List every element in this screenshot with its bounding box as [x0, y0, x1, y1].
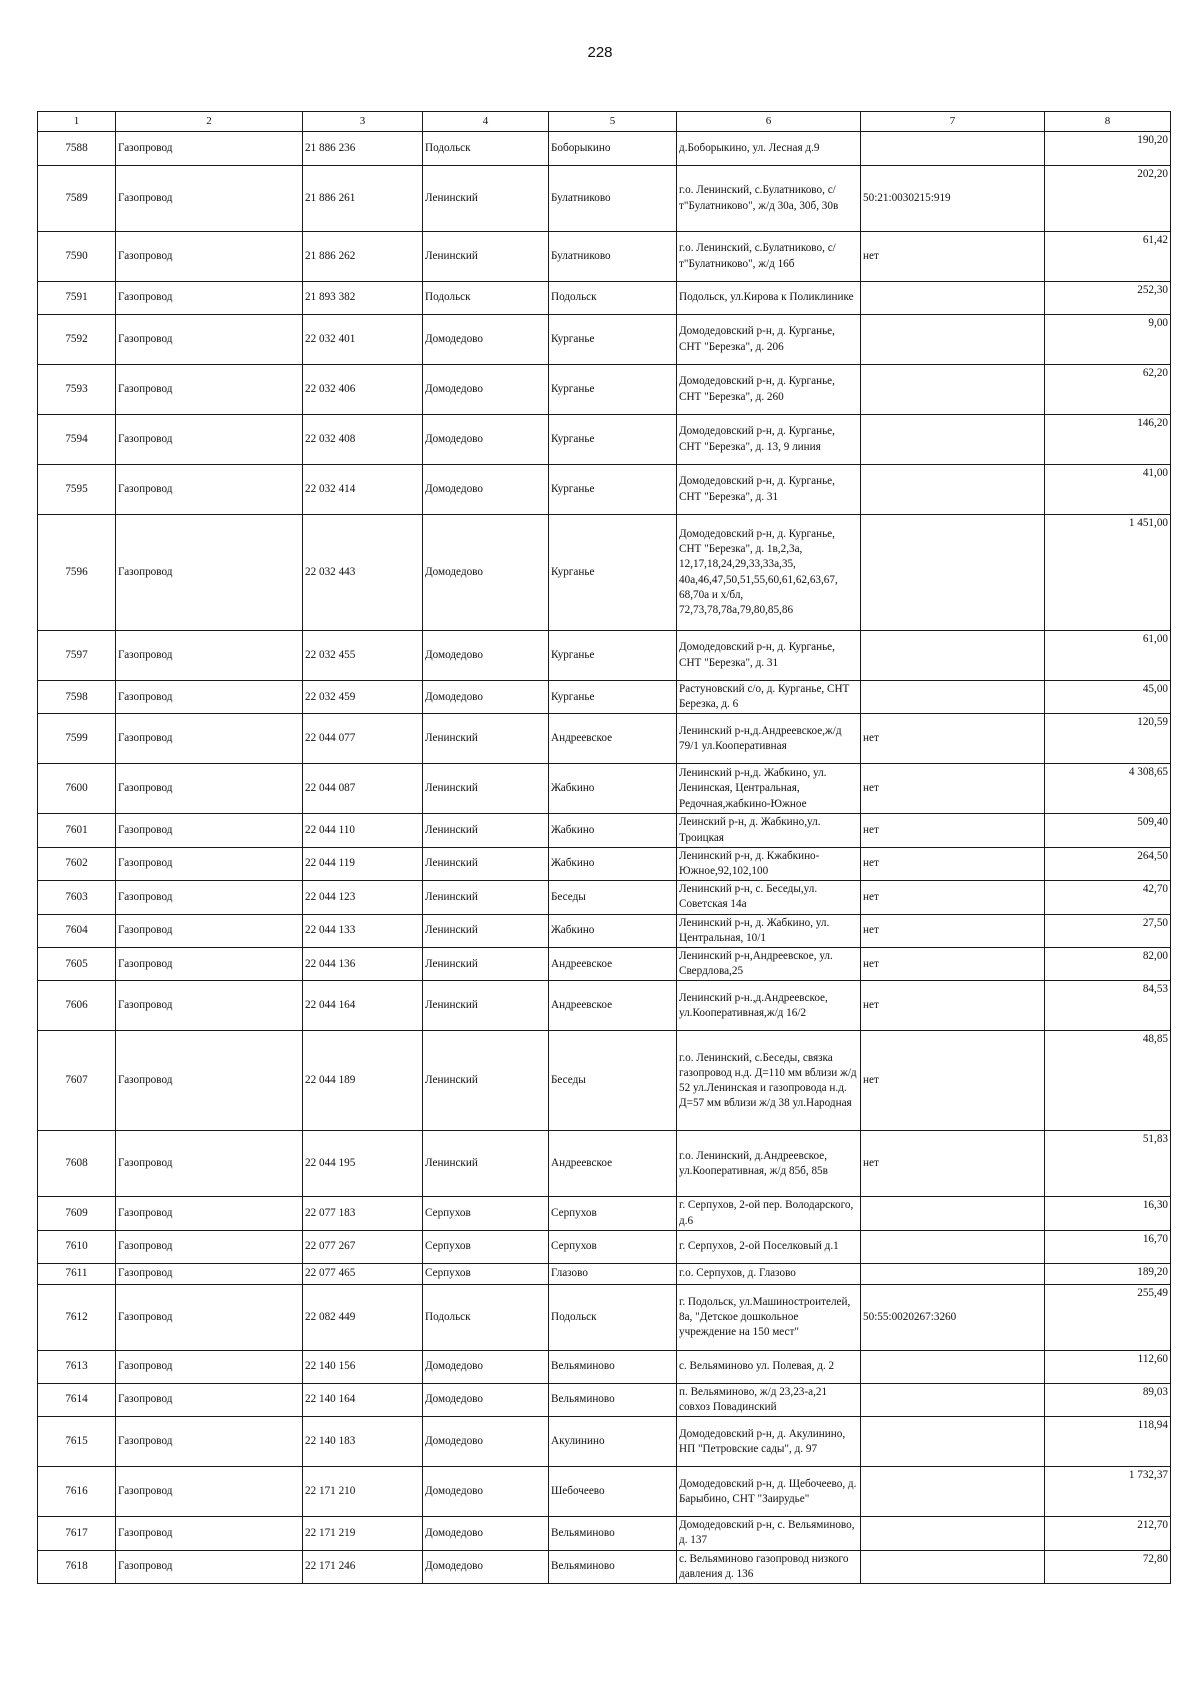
length-cell: 62,20: [1045, 365, 1171, 415]
length-cell: 51,83: [1045, 1131, 1171, 1197]
district-cell: Домодедово: [423, 365, 549, 415]
district-cell: Ленинский: [423, 881, 549, 914]
locality-cell: Боборыкино: [549, 132, 677, 166]
cadastral-number-cell: [861, 1197, 1045, 1230]
object-id-cell: 22 171 210: [303, 1467, 423, 1517]
object-id-cell: 22 044 164: [303, 981, 423, 1031]
cadastral-number-cell: нет: [861, 948, 1045, 981]
object-type-cell: Газопровод: [116, 415, 303, 465]
length-cell: 118,94: [1045, 1417, 1171, 1467]
district-cell: Ленинский: [423, 948, 549, 981]
cadastral-number-cell: [861, 465, 1045, 515]
address-cell: Домодедовский р-н, д. Курганье, СНТ "Березка", д. 31: [677, 465, 861, 515]
district-cell: Домодедово: [423, 1467, 549, 1517]
row-number-cell: 7595: [38, 465, 116, 515]
district-cell: Домодедово: [423, 631, 549, 681]
table-body: [38, 132, 1171, 1584]
object-type-cell: Газопровод: [116, 365, 303, 415]
cadastral-number-cell: нет: [861, 1031, 1045, 1131]
length-cell: 16,70: [1045, 1230, 1171, 1263]
address-cell: Ленинский р-н.,д.Андреевское, ул.Кооперативная,ж/д 16/2: [677, 981, 861, 1031]
object-id-cell: 22 077 267: [303, 1230, 423, 1263]
row-number-cell: 7589: [38, 166, 116, 232]
address-cell: г.о. Серпухов, д. Глазово: [677, 1263, 861, 1284]
object-id-cell: 22 140 156: [303, 1350, 423, 1383]
cadastral-number-cell: нет: [861, 714, 1045, 764]
locality-cell: Вельяминово: [549, 1383, 677, 1416]
object-type-cell: Газопровод: [116, 1031, 303, 1131]
locality-cell: Глазово: [549, 1263, 677, 1284]
object-id-cell: 22 032 443: [303, 515, 423, 631]
object-id-cell: 22 032 408: [303, 415, 423, 465]
district-cell: Домодедово: [423, 465, 549, 515]
object-id-cell: 22 044 195: [303, 1131, 423, 1197]
district-cell: Ленинский: [423, 1031, 549, 1131]
object-type-cell: Газопровод: [116, 881, 303, 914]
address-cell: Домодедовский р-н, д. Курганье, СНТ "Березка", д. 31: [677, 631, 861, 681]
locality-cell: Курганье: [549, 315, 677, 365]
table-row: [38, 681, 1171, 714]
row-number-cell: 7599: [38, 714, 116, 764]
table-row: [38, 465, 1171, 515]
table-row: [38, 365, 1171, 415]
object-id-cell: 22 044 133: [303, 914, 423, 947]
locality-cell: Вельяминово: [549, 1517, 677, 1550]
address-cell: п. Вельяминово, ж/д 23,23-а,21 совхоз Повадинский: [677, 1383, 861, 1416]
object-id-cell: 22 032 406: [303, 365, 423, 415]
cadastral-number-cell: нет: [861, 814, 1045, 847]
address-cell: г. Подольск, ул.Машиностроителей, 8а, "Детское дошкольное учреждение на 150 мест": [677, 1284, 861, 1350]
object-type-cell: Газопровод: [116, 631, 303, 681]
district-cell: Домодедово: [423, 415, 549, 465]
cadastral-number-cell: [861, 515, 1045, 631]
cadastral-number-cell: [861, 1350, 1045, 1383]
object-id-cell: 22 044 189: [303, 1031, 423, 1131]
object-type-cell: Газопровод: [116, 1517, 303, 1550]
object-type-cell: Газопровод: [116, 681, 303, 714]
address-cell: Ленинский р-н, с. Беседы,ул. Советская 14а: [677, 881, 861, 914]
cadastral-number-cell: [861, 315, 1045, 365]
table-row: [38, 914, 1171, 947]
row-number-cell: 7617: [38, 1517, 116, 1550]
object-id-cell: 22 044 087: [303, 764, 423, 814]
length-cell: 82,00: [1045, 948, 1171, 981]
district-cell: Домодедово: [423, 1550, 549, 1583]
address-cell: г. Серпухов, 2-ой пер. Володарского, д.6: [677, 1197, 861, 1230]
row-number-cell: 7605: [38, 948, 116, 981]
cadastral-number-cell: [861, 631, 1045, 681]
length-cell: 89,03: [1045, 1383, 1171, 1416]
length-cell: 84,53: [1045, 981, 1171, 1031]
table-row: [38, 132, 1171, 166]
row-number-cell: 7598: [38, 681, 116, 714]
object-id-cell: 22 171 246: [303, 1550, 423, 1583]
locality-cell: Андреевское: [549, 948, 677, 981]
object-id-cell: 22 044 123: [303, 881, 423, 914]
address-cell: г.о. Ленинский, с.Булатниково, с/т"Булатниково", ж/д 30а, 30б, 30в: [677, 166, 861, 232]
district-cell: Подольск: [423, 282, 549, 315]
cadastral-number-cell: [861, 365, 1045, 415]
length-cell: 16,30: [1045, 1197, 1171, 1230]
district-cell: Подольск: [423, 1284, 549, 1350]
header-cell-8: 8: [1045, 112, 1171, 132]
object-id-cell: 21 886 261: [303, 166, 423, 232]
row-number-cell: 7618: [38, 1550, 116, 1583]
locality-cell: Андреевское: [549, 1131, 677, 1197]
table-row: [38, 232, 1171, 282]
object-id-cell: 22 032 459: [303, 681, 423, 714]
locality-cell: Курганье: [549, 415, 677, 465]
length-cell: 1 732,37: [1045, 1467, 1171, 1517]
object-id-cell: 21 886 262: [303, 232, 423, 282]
object-type-cell: Газопровод: [116, 1467, 303, 1517]
row-number-cell: 7600: [38, 764, 116, 814]
row-number-cell: 7614: [38, 1383, 116, 1416]
district-cell: Домодедово: [423, 1417, 549, 1467]
locality-cell: Жабкино: [549, 814, 677, 847]
object-type-cell: Газопровод: [116, 981, 303, 1031]
district-cell: Ленинский: [423, 914, 549, 947]
object-id-cell: 22 032 401: [303, 315, 423, 365]
table-row: [38, 282, 1171, 315]
length-cell: 255,49: [1045, 1284, 1171, 1350]
cadastral-number-cell: [861, 1550, 1045, 1583]
object-type-cell: Газопровод: [116, 166, 303, 232]
object-id-cell: 22 044 110: [303, 814, 423, 847]
object-type-cell: Газопровод: [116, 232, 303, 282]
cadastral-number-cell: 50:55:0020267:3260: [861, 1284, 1045, 1350]
table-row: [38, 1467, 1171, 1517]
row-number-cell: 7610: [38, 1230, 116, 1263]
object-type-cell: Газопровод: [116, 1284, 303, 1350]
address-cell: Домодедовский р-н, д. Акулинино, НП "Петровские сады", д. 97: [677, 1417, 861, 1467]
district-cell: Ленинский: [423, 764, 549, 814]
table-row: [38, 981, 1171, 1031]
district-cell: Ленинский: [423, 814, 549, 847]
row-number-cell: 7593: [38, 365, 116, 415]
district-cell: Домодедово: [423, 1350, 549, 1383]
length-cell: 252,30: [1045, 282, 1171, 315]
row-number-cell: 7590: [38, 232, 116, 282]
length-cell: 1 451,00: [1045, 515, 1171, 631]
table-row: [38, 714, 1171, 764]
row-number-cell: 7594: [38, 415, 116, 465]
table-row: [38, 1417, 1171, 1467]
row-number-cell: 7607: [38, 1031, 116, 1131]
cadastral-number-cell: 50:21:0030215:919: [861, 166, 1045, 232]
table-row: [38, 1131, 1171, 1197]
length-cell: 112,60: [1045, 1350, 1171, 1383]
header-cell-1: 1: [38, 112, 116, 132]
cadastral-number-cell: [861, 282, 1045, 315]
address-cell: Растуновский с/о, д. Курганье, СНТ Березка, д. 6: [677, 681, 861, 714]
row-number-cell: 7597: [38, 631, 116, 681]
row-number-cell: 7588: [38, 132, 116, 166]
address-cell: Ленинский р-н,д. Жабкино, ул. Ленинская, Центральная, Редочная,жабкино-Южное: [677, 764, 861, 814]
cadastral-number-cell: [861, 415, 1045, 465]
length-cell: 61,00: [1045, 631, 1171, 681]
object-type-cell: Газопровод: [116, 1550, 303, 1583]
address-cell: Ленинский р-н, д. Кжабкино-Южное,92,102,100: [677, 847, 861, 880]
table-row: [38, 1350, 1171, 1383]
header-cell-6: 6: [677, 112, 861, 132]
object-id-cell: 21 893 382: [303, 282, 423, 315]
address-cell: Домодедовский р-н, д. Курганье, СНТ "Березка", д. 260: [677, 365, 861, 415]
table-row: [38, 1263, 1171, 1284]
row-number-cell: 7603: [38, 881, 116, 914]
length-cell: 264,50: [1045, 847, 1171, 880]
object-type-cell: Газопровод: [116, 1197, 303, 1230]
row-number-cell: 7609: [38, 1197, 116, 1230]
length-cell: 48,85: [1045, 1031, 1171, 1131]
district-cell: Домодедово: [423, 1517, 549, 1550]
object-id-cell: 22 044 077: [303, 714, 423, 764]
table-row: [38, 631, 1171, 681]
cadastral-number-cell: нет: [861, 914, 1045, 947]
locality-cell: Серпухов: [549, 1197, 677, 1230]
locality-cell: Жабкино: [549, 847, 677, 880]
length-cell: 4 308,65: [1045, 764, 1171, 814]
locality-cell: Андреевское: [549, 714, 677, 764]
row-number-cell: 7615: [38, 1417, 116, 1467]
locality-cell: Курганье: [549, 631, 677, 681]
address-cell: д.Боборыкино, ул. Лесная д.9: [677, 132, 861, 166]
locality-cell: Курганье: [549, 681, 677, 714]
length-cell: 41,00: [1045, 465, 1171, 515]
row-number-cell: 7596: [38, 515, 116, 631]
table-row: [38, 1197, 1171, 1230]
address-cell: Ленинский р-н,Андреевское, ул. Свердлова,25: [677, 948, 861, 981]
locality-cell: Шебочеево: [549, 1467, 677, 1517]
object-type-cell: Газопровод: [116, 847, 303, 880]
district-cell: Ленинский: [423, 1131, 549, 1197]
object-id-cell: 22 044 119: [303, 847, 423, 880]
locality-cell: Беседы: [549, 881, 677, 914]
address-cell: г.о. Ленинский, с.Беседы, связка газопровод н.д. Д=110 мм вблизи ж/д 52 ул.Ленинская и газопровода н.д. Д=57 мм вблизи ж/д 38 ул.Народная: [677, 1031, 861, 1131]
length-cell: 45,00: [1045, 681, 1171, 714]
length-cell: 27,50: [1045, 914, 1171, 947]
locality-cell: Вельяминово: [549, 1550, 677, 1583]
length-cell: 72,80: [1045, 1550, 1171, 1583]
row-number-cell: 7591: [38, 282, 116, 315]
header-cell-7: 7: [861, 112, 1045, 132]
table-row: [38, 1517, 1171, 1550]
cadastral-number-cell: нет: [861, 847, 1045, 880]
registry-table: [37, 111, 1171, 1584]
length-cell: 509,40: [1045, 814, 1171, 847]
length-cell: 9,00: [1045, 315, 1171, 365]
locality-cell: Жабкино: [549, 764, 677, 814]
locality-cell: Подольск: [549, 282, 677, 315]
header-cell-3: 3: [303, 112, 423, 132]
row-number-cell: 7613: [38, 1350, 116, 1383]
length-cell: 212,70: [1045, 1517, 1171, 1550]
object-id-cell: 22 140 183: [303, 1417, 423, 1467]
address-cell: Ленинский р-н,д.Андреевское,ж/д 79/1 ул.Кооперативная: [677, 714, 861, 764]
locality-cell: Жабкино: [549, 914, 677, 947]
table-row: [38, 881, 1171, 914]
object-type-cell: Газопровод: [116, 948, 303, 981]
cadastral-number-cell: [861, 1467, 1045, 1517]
length-cell: 120,59: [1045, 714, 1171, 764]
length-cell: 146,20: [1045, 415, 1171, 465]
header-cell-5: 5: [549, 112, 677, 132]
district-cell: Ленинский: [423, 166, 549, 232]
locality-cell: Серпухов: [549, 1230, 677, 1263]
address-cell: Домодедовский р-н, д. Щебочеево, д. Барыбино, СНТ "Заирудье": [677, 1467, 861, 1517]
locality-cell: Вельяминово: [549, 1350, 677, 1383]
table-row: [38, 1031, 1171, 1131]
district-cell: Серпухов: [423, 1197, 549, 1230]
locality-cell: Курганье: [549, 515, 677, 631]
cadastral-number-cell: нет: [861, 232, 1045, 282]
header-row: [38, 112, 1171, 132]
row-number-cell: 7606: [38, 981, 116, 1031]
district-cell: Серпухов: [423, 1263, 549, 1284]
row-number-cell: 7608: [38, 1131, 116, 1197]
object-type-cell: Газопровод: [116, 515, 303, 631]
district-cell: Ленинский: [423, 714, 549, 764]
header-cell-4: 4: [423, 112, 549, 132]
cadastral-number-cell: нет: [861, 1131, 1045, 1197]
table-row: [38, 1550, 1171, 1583]
table-row: [38, 515, 1171, 631]
object-type-cell: Газопровод: [116, 914, 303, 947]
object-type-cell: Газопровод: [116, 282, 303, 315]
district-cell: Ленинский: [423, 981, 549, 1031]
district-cell: Ленинский: [423, 847, 549, 880]
district-cell: Домодедово: [423, 1383, 549, 1416]
length-cell: 202,20: [1045, 166, 1171, 232]
object-type-cell: Газопровод: [116, 1230, 303, 1263]
locality-cell: Андреевское: [549, 981, 677, 1031]
object-id-cell: 22 032 414: [303, 465, 423, 515]
cadastral-number-cell: [861, 1230, 1045, 1263]
length-cell: 42,70: [1045, 881, 1171, 914]
cadastral-number-cell: [861, 1383, 1045, 1416]
object-id-cell: 22 044 136: [303, 948, 423, 981]
locality-cell: Акулинино: [549, 1417, 677, 1467]
object-id-cell: 22 077 183: [303, 1197, 423, 1230]
object-type-cell: Газопровод: [116, 465, 303, 515]
object-id-cell: 22 171 219: [303, 1517, 423, 1550]
address-cell: Ленинский р-н, д. Жабкино, ул. Центральная, 10/1: [677, 914, 861, 947]
cadastral-number-cell: нет: [861, 764, 1045, 814]
address-cell: Домодедовский р-н, д. Курганье, СНТ "Березка", д. 206: [677, 315, 861, 365]
locality-cell: Булатниково: [549, 232, 677, 282]
row-number-cell: 7592: [38, 315, 116, 365]
table-row: [38, 166, 1171, 232]
locality-cell: Подольск: [549, 1284, 677, 1350]
object-id-cell: 22 082 449: [303, 1284, 423, 1350]
table-row: [38, 315, 1171, 365]
object-id-cell: 22 032 455: [303, 631, 423, 681]
object-type-cell: Газопровод: [116, 315, 303, 365]
locality-cell: Булатниково: [549, 166, 677, 232]
row-number-cell: 7612: [38, 1284, 116, 1350]
district-cell: Серпухов: [423, 1230, 549, 1263]
length-cell: 190,20: [1045, 132, 1171, 166]
table-row: [38, 1284, 1171, 1350]
row-number-cell: 7616: [38, 1467, 116, 1517]
table-row: [38, 814, 1171, 847]
object-id-cell: 22 077 465: [303, 1263, 423, 1284]
address-cell: Домодедовский р-н, д. Курганье, СНТ "Березка", д. 1в,2,3а, 12,17,18,24,29,33,33а,35, 40а,46,47,50,51,55,60,61,62,63,67, 68,70а и х/бл, 72,73,78,78а,79,80,85,86: [677, 515, 861, 631]
district-cell: Ленинский: [423, 232, 549, 282]
district-cell: Домодедово: [423, 315, 549, 365]
object-type-cell: Газопровод: [116, 814, 303, 847]
row-number-cell: 7611: [38, 1263, 116, 1284]
object-id-cell: 21 886 236: [303, 132, 423, 166]
cadastral-number-cell: [861, 681, 1045, 714]
cadastral-number-cell: нет: [861, 981, 1045, 1031]
table-row: [38, 1230, 1171, 1263]
district-cell: Домодедово: [423, 515, 549, 631]
district-cell: Подольск: [423, 132, 549, 166]
address-cell: Домодедовский р-н, д. Курганье, СНТ "Березка", д. 13, 9 линия: [677, 415, 861, 465]
address-cell: с. Вельяминово газопровод низкого давления д. 136: [677, 1550, 861, 1583]
district-cell: Домодедово: [423, 681, 549, 714]
object-type-cell: Газопровод: [116, 1263, 303, 1284]
page-number: 228: [587, 44, 613, 61]
row-number-cell: 7602: [38, 847, 116, 880]
object-type-cell: Газопровод: [116, 764, 303, 814]
address-cell: г. Серпухов, 2-ой Поселковый д.1: [677, 1230, 861, 1263]
object-type-cell: Газопровод: [116, 1350, 303, 1383]
locality-cell: Курганье: [549, 465, 677, 515]
table-row: [38, 764, 1171, 814]
address-cell: г.о. Ленинский, с.Булатниково, с/т"Булатниково", ж/д 16б: [677, 232, 861, 282]
header-cell-2: 2: [116, 112, 303, 132]
cadastral-number-cell: [861, 1517, 1045, 1550]
cadastral-number-cell: [861, 1417, 1045, 1467]
address-cell: Леинский р-н, д. Жабкино,ул. Троицкая: [677, 814, 861, 847]
locality-cell: Беседы: [549, 1031, 677, 1131]
object-type-cell: Газопровод: [116, 714, 303, 764]
cadastral-number-cell: [861, 132, 1045, 166]
length-cell: 189,20: [1045, 1263, 1171, 1284]
table-row: [38, 847, 1171, 880]
row-number-cell: 7604: [38, 914, 116, 947]
object-type-cell: Газопровод: [116, 132, 303, 166]
table-row: [38, 948, 1171, 981]
address-cell: г.о. Ленинский, д.Андреевское, ул.Кооперативная, ж/д 85б, 85в: [677, 1131, 861, 1197]
length-cell: 61,42: [1045, 232, 1171, 282]
cadastral-number-cell: нет: [861, 881, 1045, 914]
cadastral-number-cell: [861, 1263, 1045, 1284]
object-id-cell: 22 140 164: [303, 1383, 423, 1416]
address-cell: Домодедовский р-н, с. Вельяминово, д. 137: [677, 1517, 861, 1550]
address-cell: с. Вельяминово ул. Полевая, д. 2: [677, 1350, 861, 1383]
locality-cell: Курганье: [549, 365, 677, 415]
table-row: [38, 1383, 1171, 1416]
object-type-cell: Газопровод: [116, 1383, 303, 1416]
row-number-cell: 7601: [38, 814, 116, 847]
object-type-cell: Газопровод: [116, 1131, 303, 1197]
address-cell: Подольск, ул.Кирова к Поликлинике: [677, 282, 861, 315]
table-row: [38, 415, 1171, 465]
object-type-cell: Газопровод: [116, 1417, 303, 1467]
